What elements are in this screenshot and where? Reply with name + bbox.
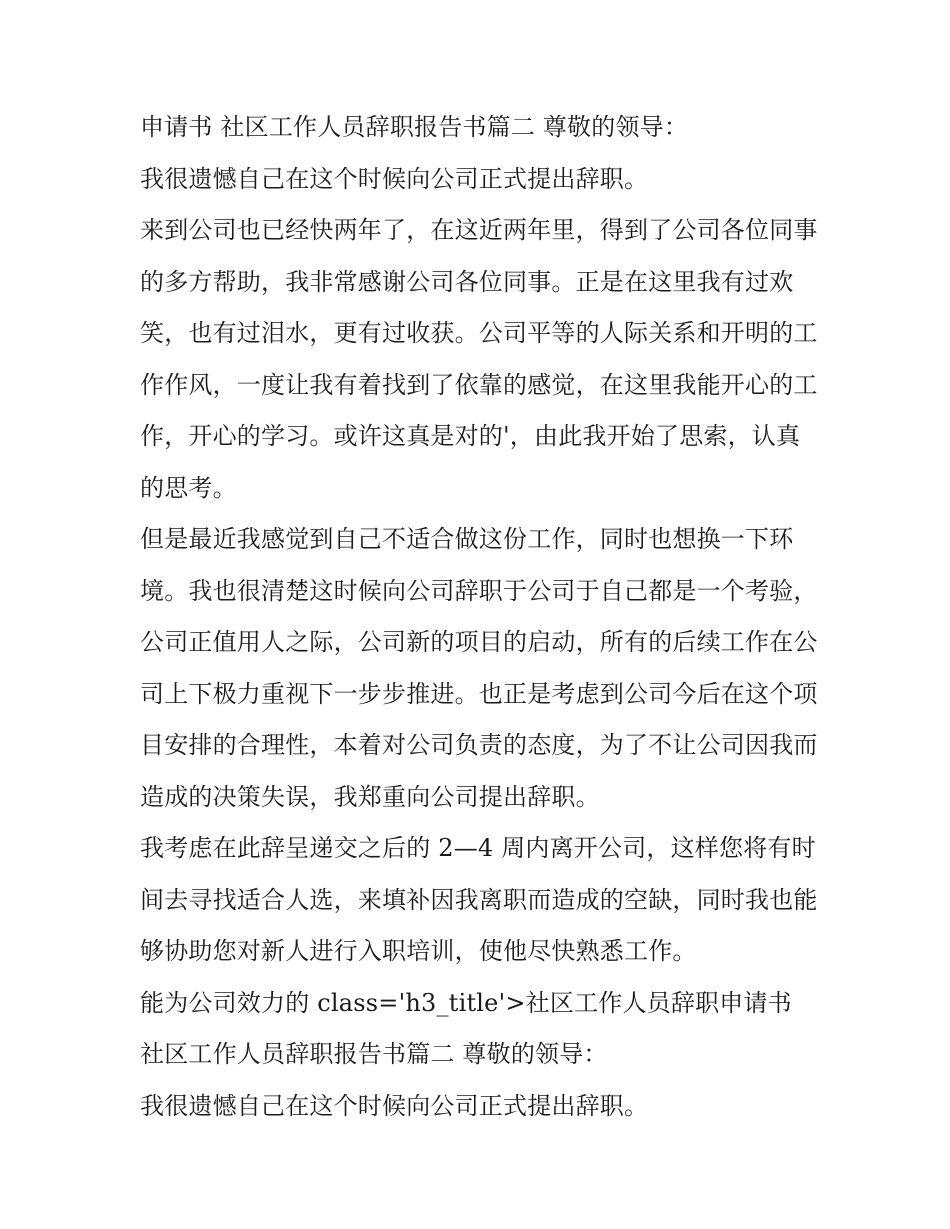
paragraph-repeated-title: 能为公司效力的 class='h3_title'>社区工作人员辞职申请书 社区工作人员辞职报告书篇二 尊敬的领导： <box>140 988 792 1068</box>
document-body <box>140 102 820 1132</box>
paragraph-heading: 申请书 社区工作人员辞职报告书篇二 尊敬的领导： <box>140 113 689 141</box>
paragraph-resignation-statement: 我很遗憾自己在这个时候向公司正式提出辞职。 <box>140 164 649 193</box>
paragraph-notice-period: 我考虑在此辞呈递交之后的 2—4 周内离开公司，这样您将有时间去寻找适合人选，来填补因我离职而造成的空缺，同时我也能够协助您对新人进行入职培训，使他尽快熟悉工作。 <box>140 834 818 965</box>
paragraph-gratitude: 来到公司也已经快两年了，在这近两年里，得到了公司各位同事的多方帮助，我非常感谢公司各位同事。正是在这里我有过欢笑，也有过泪水，更有过收获。公司平等的人际关系和开明的工作作风，一度让我有着找到了依靠的感觉，在这里我能开心的工作，开心的学习。或许这真是对的'，由此我开始了思索，认真的思考。 <box>140 216 818 502</box>
paragraph-repeated-statement: 我很遗憾自己在这个时候向公司正式提出辞职。 <box>140 1091 649 1120</box>
paragraph-reason: 但是最近我感觉到自己不适合做这份工作，同时也想换一下环境。我也很清楚这时候向公司辞职于公司于自己都是一个考验，公司正值用人之际，公司新的项目的启动，所有的后续工作在公司上下极力重视下一步步推进。也正是考虑到公司今后在这个项目安排的合理性，本着对公司负责的态度，为了不让公司因我而造成的决策失误，我郑重向公司提出辞职。 <box>140 525 818 811</box>
